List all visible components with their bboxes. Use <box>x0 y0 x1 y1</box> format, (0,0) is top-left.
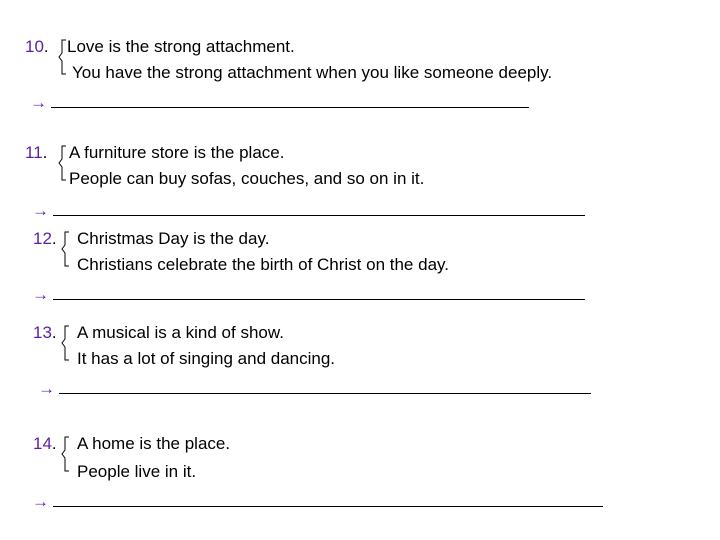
bracket-icon <box>61 436 70 472</box>
answer-blank[interactable] <box>59 376 591 394</box>
sentence-2: People can buy sofas, couches, and so on in it. <box>69 169 425 188</box>
exercise-number: 11. <box>25 143 48 162</box>
bracket-icon <box>61 325 70 361</box>
sentence-2: It has a lot of singing and dancing. <box>77 349 336 368</box>
answer-line-14[interactable] <box>32 489 603 513</box>
answer-line-11[interactable] <box>32 198 585 222</box>
answer-line-12[interactable] <box>32 282 585 306</box>
answer-blank[interactable] <box>51 90 529 108</box>
sentence-1: Christmas Day is the day. <box>77 229 270 248</box>
answer-blank[interactable] <box>53 198 585 216</box>
sentence-1: A musical is a kind of show. <box>77 323 284 342</box>
bracket-icon <box>58 145 67 181</box>
arrow-icon: → <box>32 285 49 304</box>
arrow-icon: → <box>32 201 49 220</box>
answer-blank[interactable] <box>53 282 585 300</box>
sentence-1: A furniture store is the place. <box>69 143 285 162</box>
sentence-2: People live in it. <box>77 462 197 481</box>
arrow-icon: → <box>32 492 49 511</box>
bracket-icon <box>58 39 67 75</box>
exercise-number: 13. <box>33 323 57 342</box>
answer-blank[interactable] <box>53 489 603 507</box>
answer-line-13[interactable] <box>38 376 591 400</box>
bracket-icon <box>61 231 70 267</box>
arrow-icon: → <box>38 379 55 398</box>
answer-line-10[interactable] <box>30 90 529 114</box>
arrow-icon: → <box>30 93 47 112</box>
sentence-2: Christians celebrate the birth of Christ on the day. <box>77 255 449 274</box>
sentence-2: You have the strong attachment when you like someone deeply. <box>72 63 553 82</box>
sentence-1: A home is the place. <box>77 434 231 453</box>
exercise-number: 12. <box>33 229 57 248</box>
exercise-number: 10. <box>25 37 49 56</box>
sentence-1: Love is the strong attachment. <box>67 37 295 56</box>
exercise-number: 14. <box>33 434 57 453</box>
